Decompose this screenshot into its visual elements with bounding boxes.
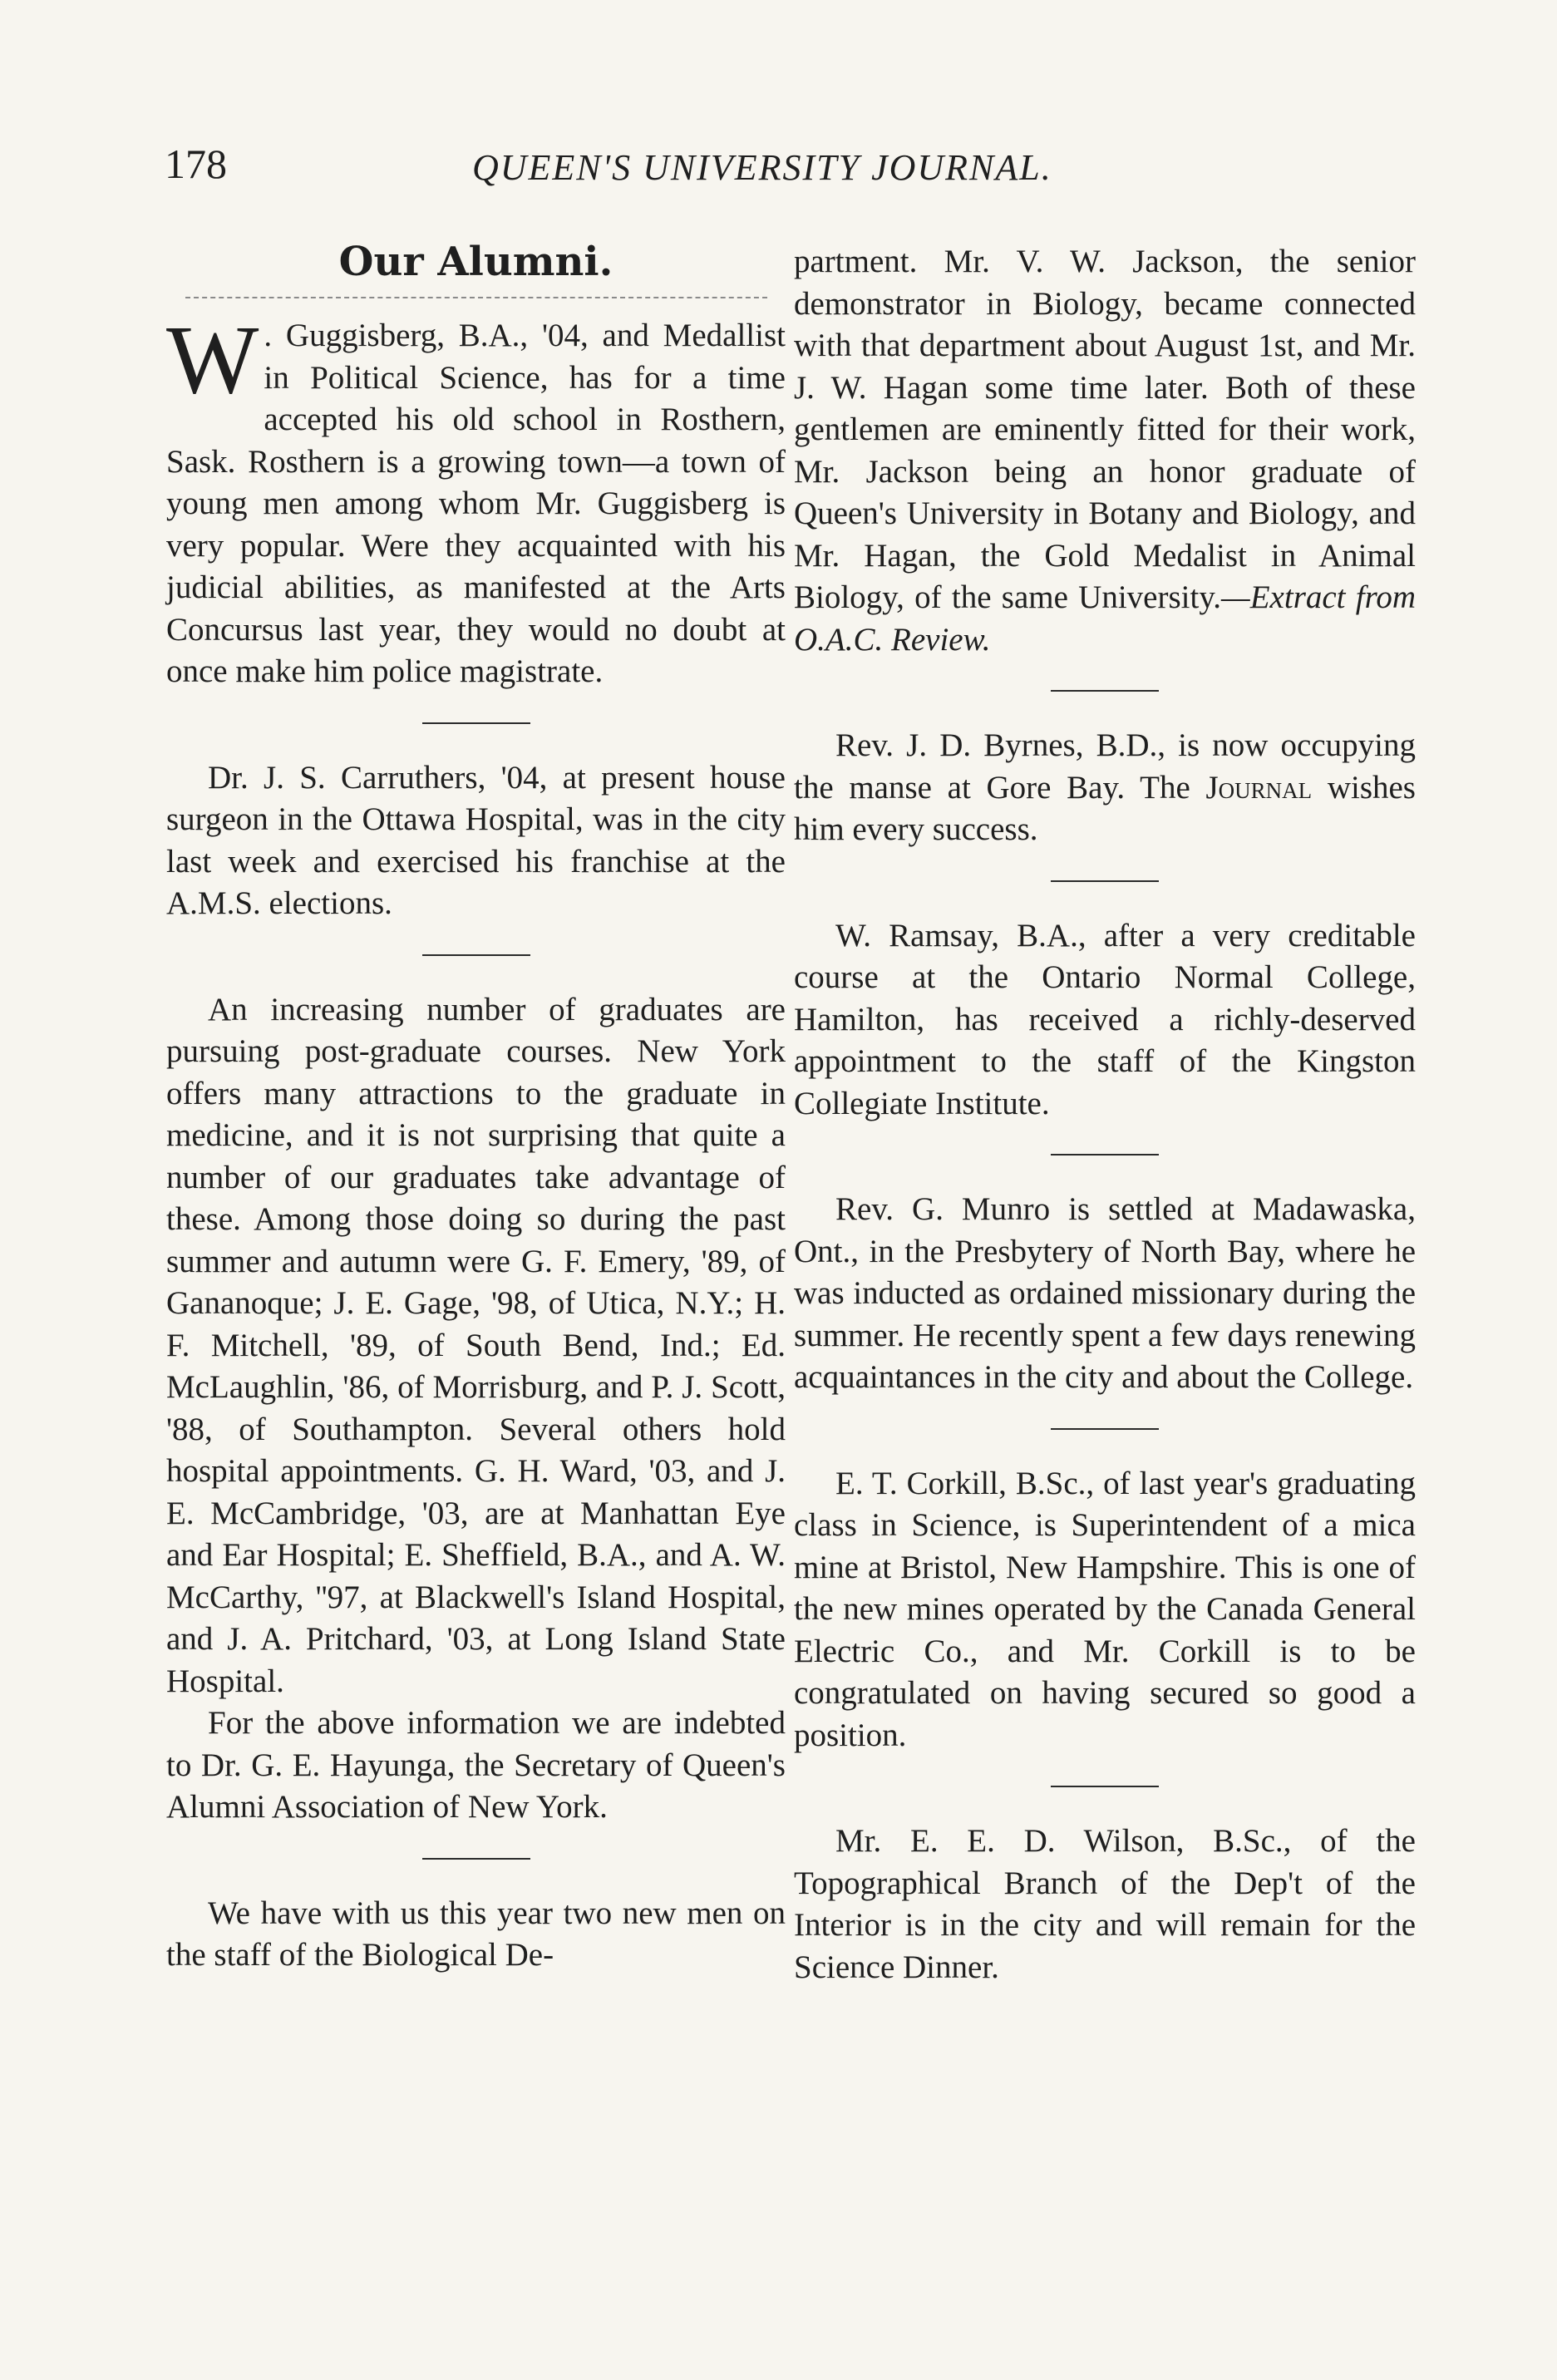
item-byrnes-text-b: wishes him every success. [794, 769, 1416, 847]
divider-rule [422, 722, 530, 724]
divider-rule [1051, 1154, 1159, 1156]
item-carruthers: Dr. J. S. Carruthers, '04, at present house surgeon in the Ottawa Hospital, was in the city last week and exercised his franchise at the A.M.S. elections. [166, 759, 786, 921]
item-munro: Rev. G. Munro is settled at Madawaska, Ont., in the Presbytery of North Bay, where he was inducted as ordained missionary during the summer. He recently spent a few days renewing acquaintances in the city and about the College. [794, 1191, 1416, 1395]
journal-title: QUEEN'S UNIVERSITY JOURNAL. [472, 147, 1052, 188]
source-citation: —Extract from O.A.C. Review. [794, 579, 1416, 658]
item-byrnes [794, 725, 1416, 851]
item-corkill: E. T. Corkill, B.Sc., of last year's graduating class in Science, is Superintendent of a mica mine at Bristol, New Hampshire. This is one of the new mines operated by the Canada General Electric Co., and Mr. Corkill is to be congratulated on having secured so good a position. [794, 1465, 1416, 1753]
item-biological-staff: We have with us this year two new men on the staff of the Biological De- [166, 1895, 786, 1973]
page-header [165, 140, 1428, 206]
divider-rule [422, 1858, 530, 1860]
drop-cap: W [166, 305, 259, 414]
item-guggisberg-text: . Guggisberg, B.A., '04, and Medallist in Political Science, has for a time accepted his old school in Rosthern, Sask. Rosthern is a growing town—a town of young men among whom Mr. Guggisberg is very popular. Were they acquainted with his judicial abilities, as manifested at the Arts Concursus last year, they would no doubt at once make him police magistrate. [166, 318, 786, 689]
divider-rule [422, 954, 530, 956]
right-column [794, 241, 1416, 1988]
section-title: Our Alumni. [338, 239, 613, 285]
left-column [166, 237, 786, 1977]
item-ramsay: W. Ramsay, B.A., after a very creditable course at the Ontario Normal College, Hamilton, has received a richly-deserved appointment to the staff of the Kingston Collegiate Institute. [794, 917, 1416, 1121]
item-wilson: Mr. E. E. D. Wilson, B.Sc., of the Topographical Branch of the Dep't of the Interior is in the city and will remain for the Science Dinner. [794, 1823, 1416, 1985]
divider-rule [1051, 1428, 1159, 1430]
divider-rule [1051, 880, 1159, 882]
item-biological-staff-cont [794, 241, 1416, 661]
item-hayunga: For the above information we are indebted to Dr. G. E. Hayunga, the Secretary of Queen's Alumni Association of New York. [166, 1705, 786, 1825]
title-divider [185, 297, 767, 298]
divider-rule [1051, 690, 1159, 692]
journal-name: Journal [1205, 769, 1313, 806]
item-biological-staff-text: partment. Mr. V. W. Jackson, the senior demonstrator in Biology, became connected with that department about August 1st, and Mr. J. W. Hagan some time later. Both of these gentlemen are eminently fitted for their work, Mr. Jackson being an honor graduate of Queen's University in Botany and Biology, and Mr. Hagan, the Gold Medalist in Animal Biology, of the same University. [794, 244, 1416, 615]
page-number: 178 [165, 140, 227, 187]
item-postgraduate: An increasing number of graduates are pursuing post-graduate courses. New York offers many attractions to the graduate in medicine, and it is not surprising that quite a number of our graduates take advantage of these. Among those doing so during the past summer and autumn were G. F. Emery, '89, of Gananoque; J. E. Gage, '98, of Utica, N.Y.; H. F. Mitchell, '89, of South Bend, Ind.; Ed. McLaughlin, '86, of Morrisburg, and P. J. Scott, '88, of Southampton. Several others hold hospital appointments. G. H. Ward, '03, and J. E. McCambridge, '03, are at Manhattan Eye and Ear Hospital; E. Sheffield, B.A., and A. W. McCarthy, ''97, at Blackwell's Island Hospital, and J. A. Pritchard, '03, at Long Island State Hospital. [166, 991, 786, 1699]
item-guggisberg [166, 305, 786, 693]
divider-rule [1051, 1786, 1159, 1787]
item-byrnes-text-a: Rev. J. D. Byrnes, B.D., is now occupying the manse at Gore Bay. The [794, 727, 1416, 806]
